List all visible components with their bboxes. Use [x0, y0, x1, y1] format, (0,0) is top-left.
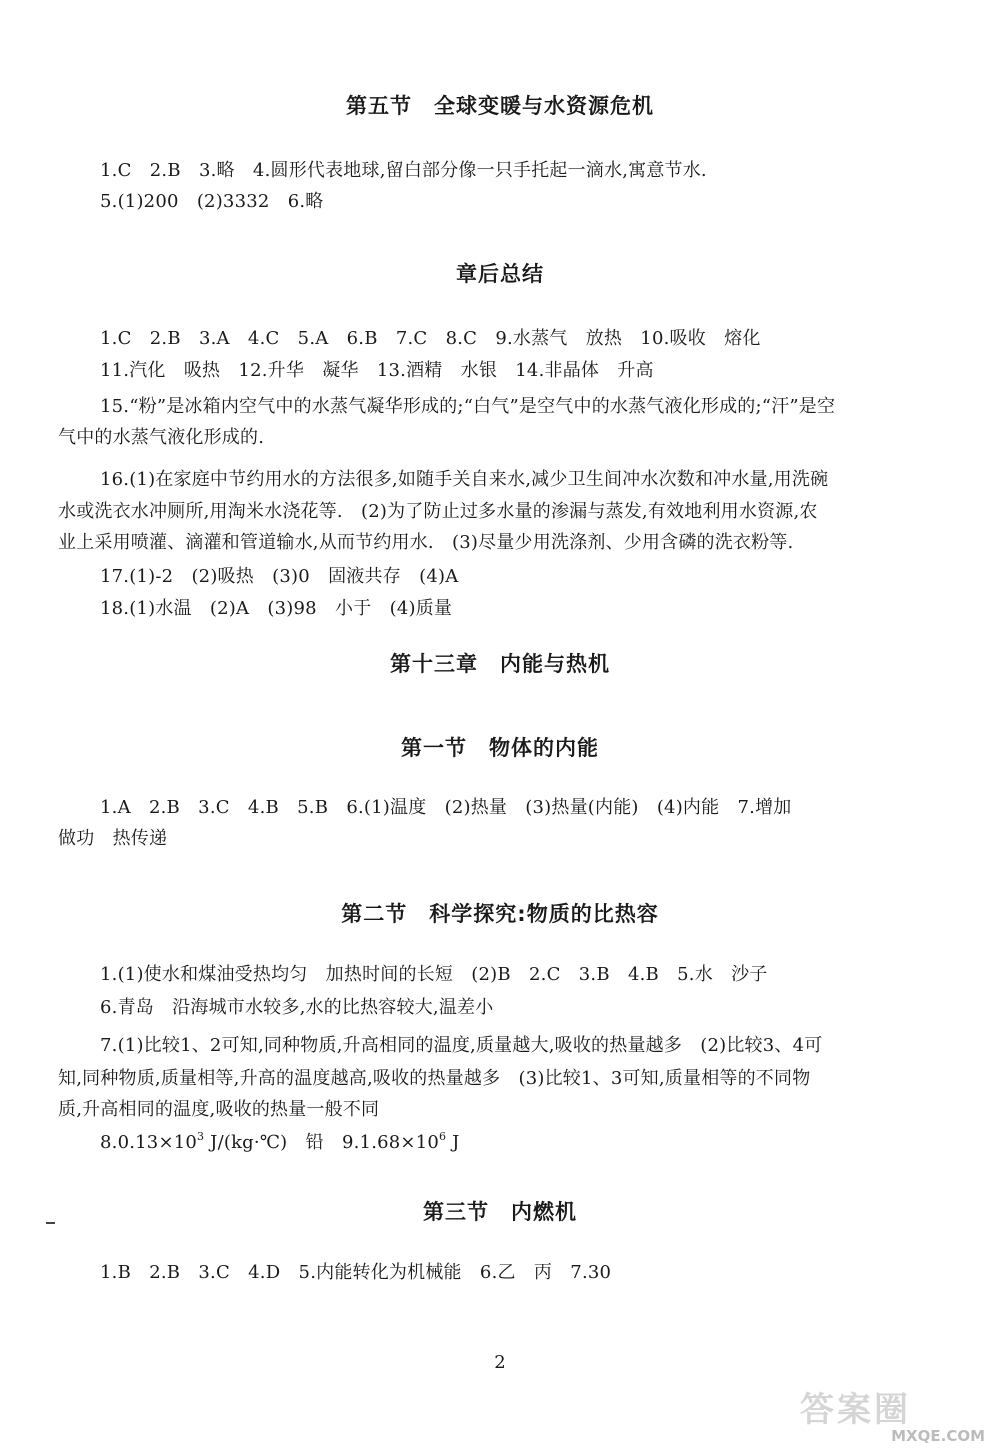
page-number: 2: [494, 1352, 506, 1373]
answer-line: 1.(1)使水和煤油受热均匀 加热时间的长短 (2)B 2.C 3.B 4.B 5.水 沙子: [100, 964, 768, 985]
answer-line: 质,升高相同的温度,吸收的热量一般不同: [58, 1099, 380, 1120]
answer-line: 15.“粉”是冰箱内空气中的水蒸气凝华形成的;“白气”是空气中的水蒸气液化形成的;“汗”是空: [100, 396, 836, 417]
answer-line: 知,同种物质,质量相等,升高的温度越高,吸收的热量越多 (3)比较1、3可知,质量相等的不同物: [58, 1068, 811, 1089]
stray-mark: [46, 1222, 55, 1224]
answer-line: 气中的水蒸气液化形成的.: [58, 427, 265, 448]
answer-line: 6.青岛 沿海城市水较多,水的比热容较大,温差小: [100, 997, 494, 1018]
answer-line: 1.C 2.B 3.A 4.C 5.A 6.B 7.C 8.C 9.水蒸气 放热 10.吸收 熔化: [100, 328, 761, 349]
watermark-logo: [800, 1390, 985, 1445]
superscript: 6: [439, 1130, 447, 1143]
answer-line: 1.B 2.B 3.C 4.D 5.内能转化为机械能 6.乙 丙 7.30: [100, 1262, 612, 1283]
answer-line: 水或洗衣水冲厕所,用淘米水浇花等. (2)为了防止过多水量的渗漏与蒸发,有效地利用水资源,农: [58, 501, 818, 522]
text-run: J: [446, 1132, 460, 1153]
chapter-13-heading: 第十三章 内能与热机: [390, 652, 610, 676]
answer-line: 16.(1)在家庭中节约用水的方法很多,如随手关自来水,减少卫生间冲水次数和冲水量,用洗碗: [100, 469, 829, 490]
answer-line: 11.汽化 吸热 12.升华 凝华 13.酒精 水银 14.非晶体 升高: [100, 360, 654, 381]
answer-line: [100, 1130, 460, 1158]
answer-line: 做功 热传递: [58, 828, 168, 849]
chapter-summary-heading: 章后总结: [456, 262, 544, 286]
answer-line: 17.(1)-2 (2)吸热 (3)0 固液共存 (4)A: [100, 566, 459, 587]
answer-line: 5.(1)200 (2)3332 6.略: [100, 191, 324, 212]
watermark-text: 答案圈: [800, 1390, 911, 1430]
section-1-heading: 第一节 物体的内能: [401, 736, 599, 760]
answer-line: 1.C 2.B 3.略 4.圆形代表地球,留白部分像一只手托起一滴水,寓意节水.: [100, 160, 707, 181]
answer-line: 7.(1)比较1、2可知,同种物质,升高相同的温度,质量越大,吸收的热量越多 (2)比较3、4可: [100, 1035, 823, 1056]
section-2-heading: 第二节 科学探究:物质的比热容: [341, 902, 659, 926]
answer-line: 18.(1)水温 (2)A (3)98 小于 (4)质量: [100, 598, 453, 619]
text-run: 8.0.13×10: [100, 1132, 198, 1153]
superscript: 3: [197, 1130, 205, 1143]
answer-line: 业上采用喷灌、滴灌和管道输水,从而节约用水. (3)尽量少用洗涤剂、少用含磷的洗衣粉等.: [58, 532, 794, 553]
text-run: J/(kg·℃) 铅 9.1.68×10: [204, 1132, 440, 1153]
watermark-url: MXQE.COM: [891, 1427, 985, 1445]
section-3-heading: 第三节 内燃机: [423, 1200, 577, 1224]
answer-line: 1.A 2.B 3.C 4.B 5.B 6.(1)温度 (2)热量 (3)热量(内能) (4)内能 7.增加: [100, 797, 792, 818]
section-5-heading: 第五节 全球变暖与水资源危机: [346, 94, 654, 118]
